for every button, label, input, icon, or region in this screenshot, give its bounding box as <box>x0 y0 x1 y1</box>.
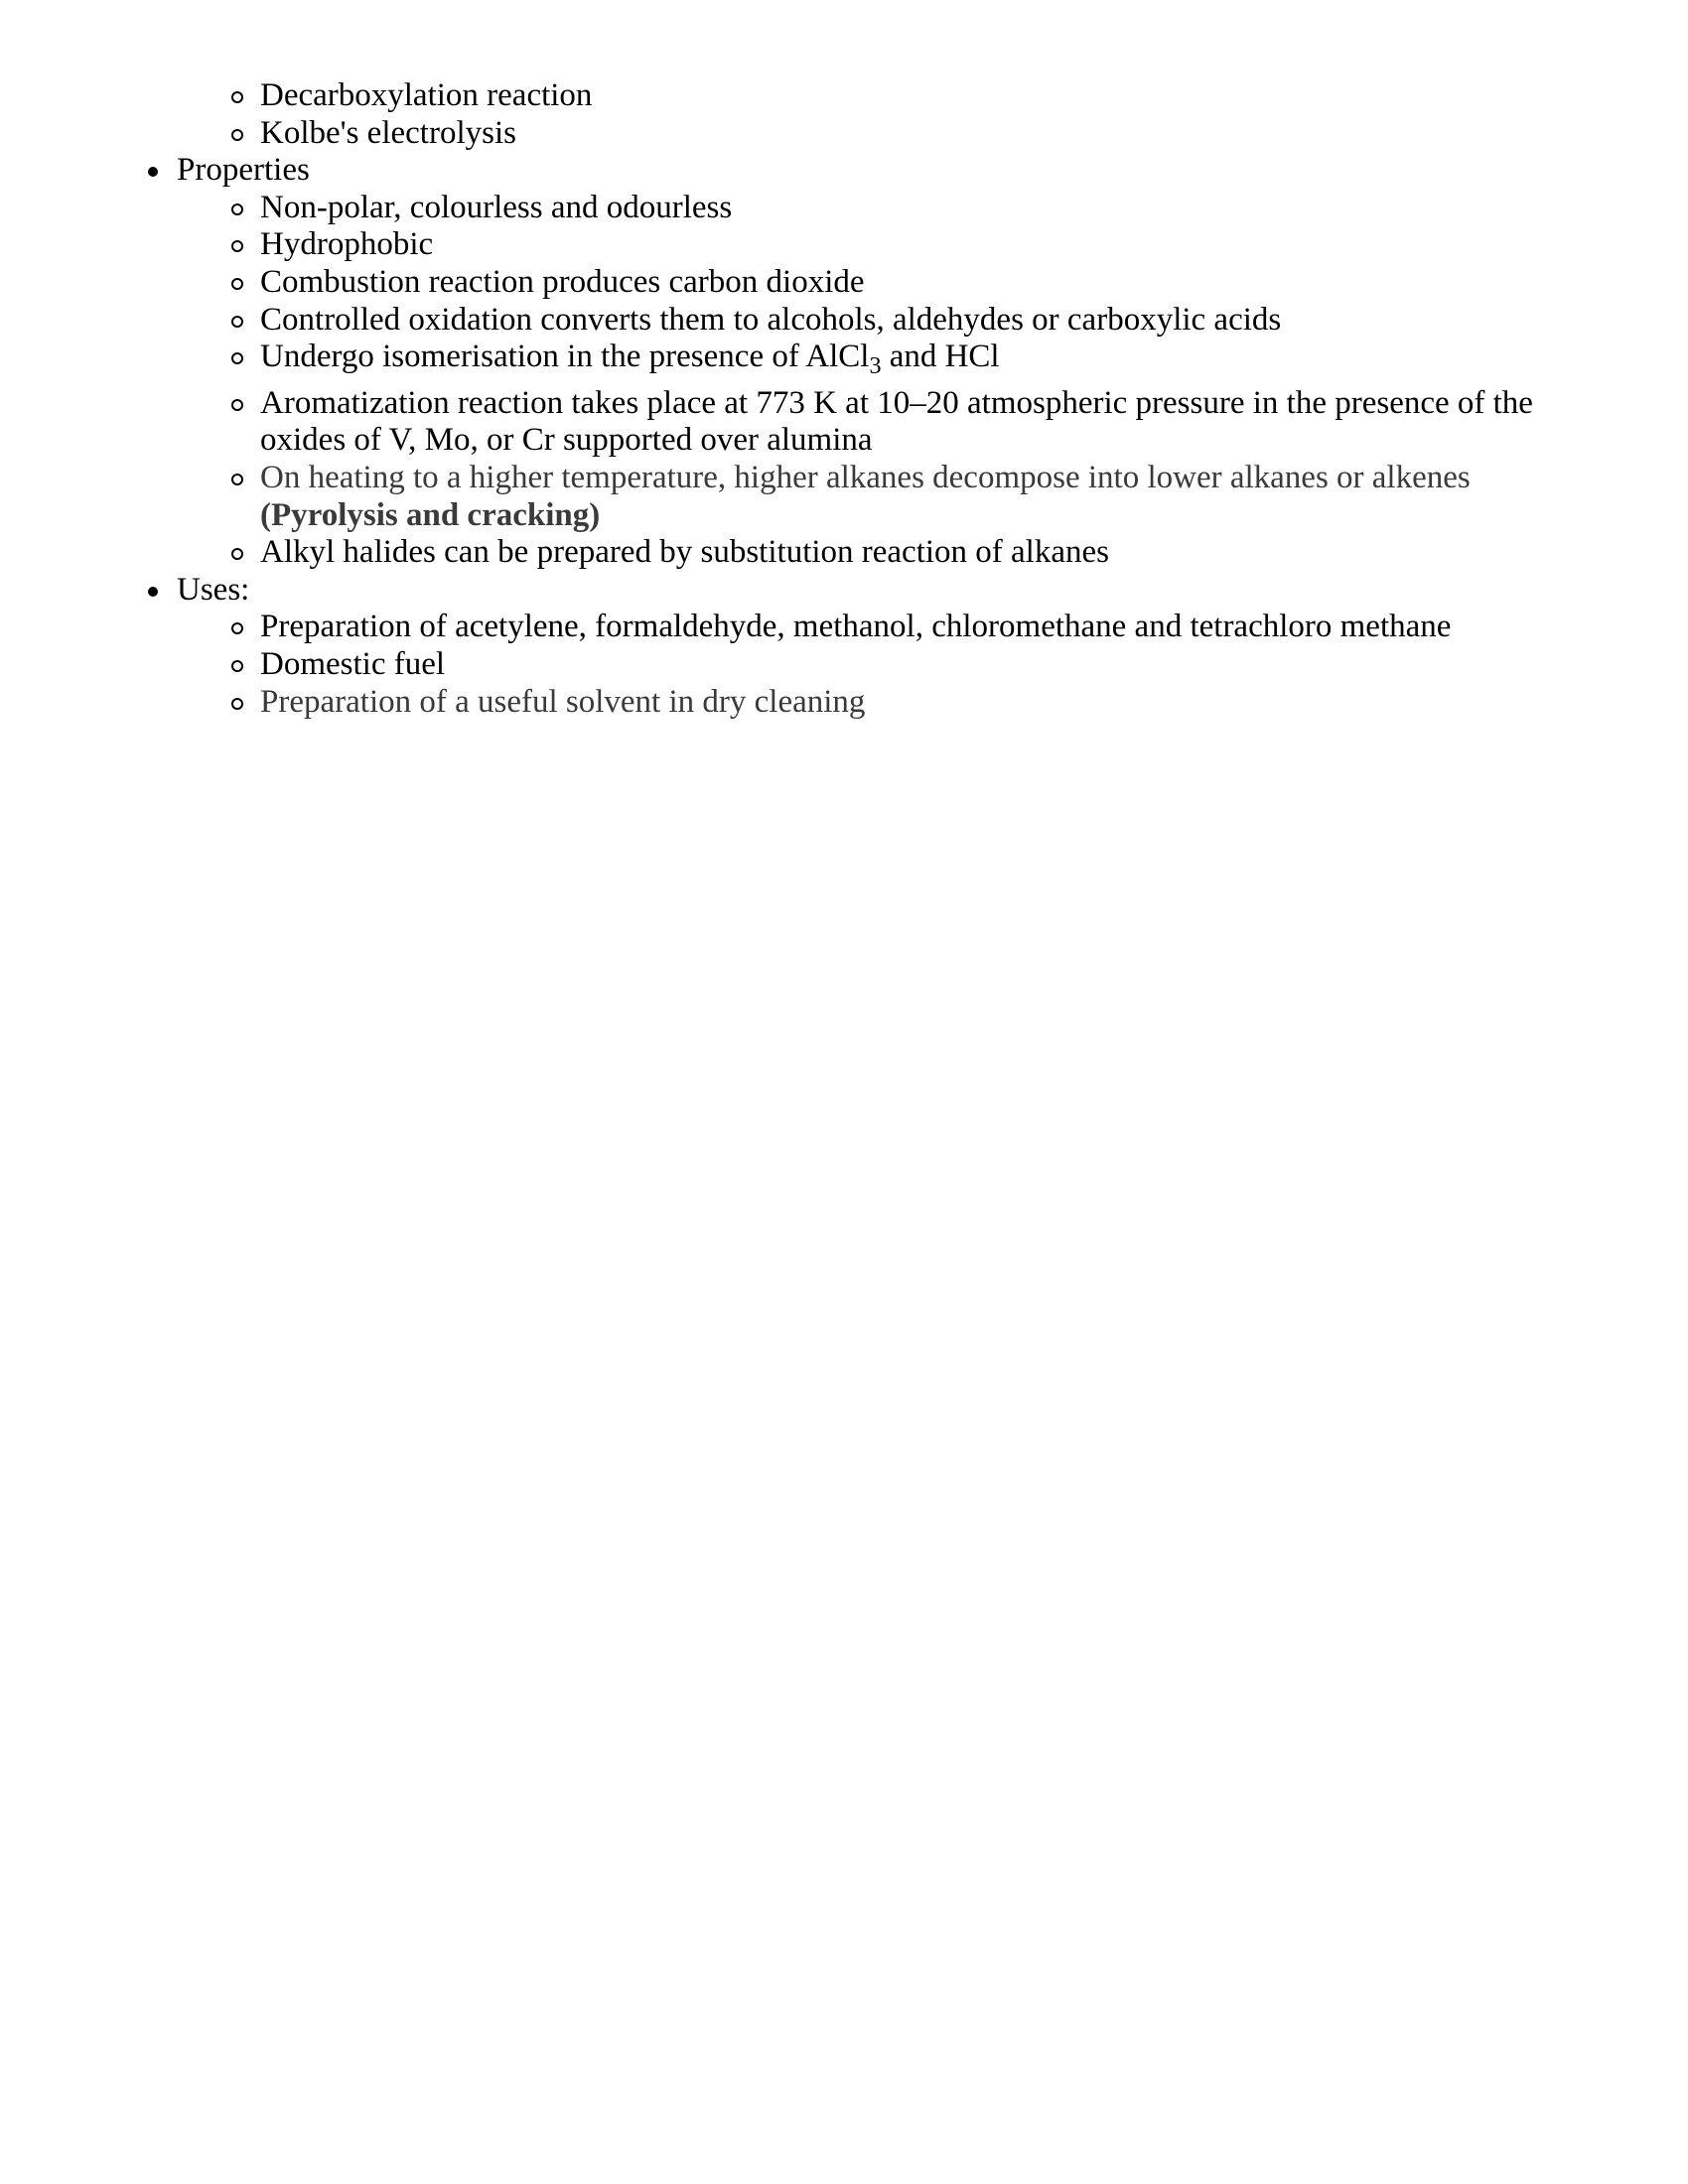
bold-term: (Pyrolysis and cracking) <box>260 496 601 533</box>
list-item-domestic-fuel <box>177 646 1567 684</box>
list-item-kolbe <box>177 115 1567 153</box>
item-text: and HCl <box>881 339 1000 375</box>
item-text: Domestic fuel <box>260 645 446 682</box>
item-text: Controlled oxidation converts them to alcohols, aldehydes or carboxylic acids <box>260 301 1282 338</box>
circle-bullet-icon <box>231 622 243 634</box>
disc-bullet-icon <box>148 587 158 597</box>
list-item-non-polar <box>177 190 1567 227</box>
item-text: Hydrophobic <box>260 226 434 263</box>
circle-bullet-icon <box>231 399 243 411</box>
item-text: Alkyl halides can be prepared by substitution reaction of alkanes <box>260 534 1109 571</box>
list-item-aromatization <box>177 385 1567 460</box>
item-text: Preparation of acetylene, formaldehyde, methanol, chloromethane and tetrachloro methane <box>260 609 1452 645</box>
section-heading: Properties <box>177 152 310 189</box>
section-heading: Uses: <box>177 571 250 608</box>
list-item-isomerisation <box>177 339 1567 380</box>
item-text: Non-polar, colourless and odourless <box>260 189 733 225</box>
item-text: Kolbe's electrolysis <box>260 114 516 151</box>
list-item-controlled-oxidation <box>177 302 1567 340</box>
circle-bullet-icon <box>231 352 243 364</box>
circle-bullet-icon <box>231 278 243 290</box>
disc-bullet-icon <box>148 167 158 177</box>
outline-list <box>177 77 1567 721</box>
circle-bullet-icon <box>231 698 243 710</box>
list-item-decarboxylation <box>177 77 1567 115</box>
circle-bullet-icon <box>231 474 243 485</box>
item-text: Undergo isomerisation in the presence of AlCl <box>260 339 870 375</box>
list-item-combustion <box>177 264 1567 302</box>
circle-bullet-icon <box>231 316 243 328</box>
subscript: 3 <box>869 353 882 380</box>
circle-bullet-icon <box>231 204 243 215</box>
list-item-solvent <box>177 684 1567 722</box>
list-item-preparation-acetylene <box>177 609 1567 646</box>
item-text: Aromatization reaction takes place at 773 K at 10–20 atmospheric pressure in the presence of the oxides of V, Mo, or Cr supported over alumina <box>260 384 1533 459</box>
item-text: Combustion reaction produces carbon dioxide <box>260 263 865 300</box>
list-item-alkyl-halides <box>177 534 1567 572</box>
circle-bullet-icon <box>231 129 243 141</box>
list-item-uses <box>177 572 1567 610</box>
list-item-hydrophobic <box>177 226 1567 264</box>
item-text: Decarboxylation reaction <box>260 77 593 113</box>
list-item-heating <box>177 460 1567 534</box>
circle-bullet-icon <box>231 91 243 103</box>
circle-bullet-icon <box>231 548 243 560</box>
list-item-properties <box>177 152 1567 190</box>
circle-bullet-icon <box>231 240 243 252</box>
circle-bullet-icon <box>231 660 243 672</box>
item-text: Preparation of a useful solvent in dry cleaning <box>260 683 866 720</box>
item-text: On heating to a higher temperature, higher alkanes decompose into lower alkanes or alkenes <box>260 459 1471 495</box>
